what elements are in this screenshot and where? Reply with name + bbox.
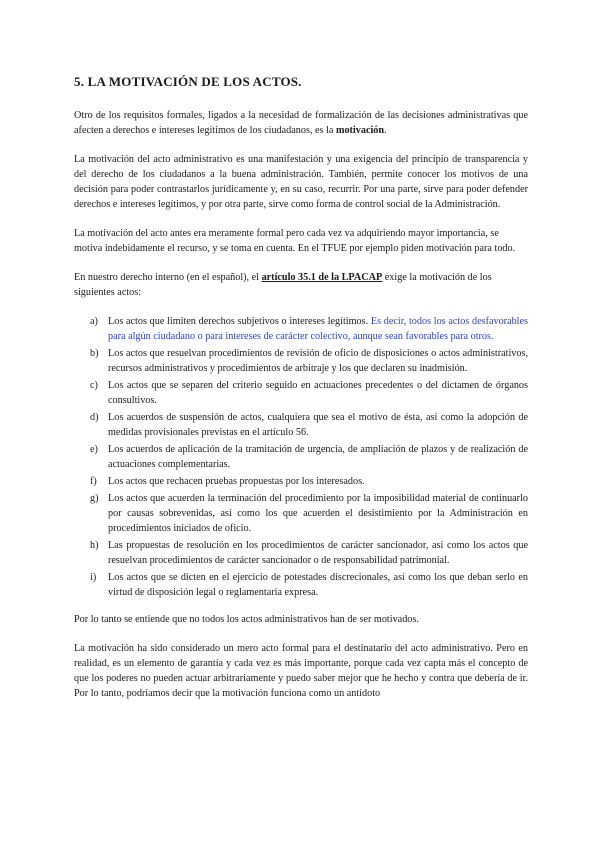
paragraph-guarantee: La motivación ha sido considerado un mero acto formal para el destinatario del acto administrativo. Pero en realidad, es un elemento de garantía y cada vez es más importante, porque cada vez capta más el concepto de que los poderes no pueden actuar arbitrariamente y puedo saber mejor que he hecho y contra que debería de ir. Por lo tanto, podríamos decir que la motivación funciona como un antídoto [74,643,528,699]
list-marker: e) [90,444,98,455]
list-item-highlight: Es decir, todos los actos desfavorables para algún ciudadano o para intereses de carácter colectivo, aunque sean favorables para otros. [108,316,528,342]
law-post: exige la motivación de los siguientes actos: [74,272,492,298]
list-item-text: Los actos que se separen del criterio seguido en actuaciones precedentes o del dictamen de órganos consultivos. [108,380,528,406]
paragraph-definition: La motivación del acto administrativo es una manifestación y una exigencia del principio de transparencia y del derecho de los ciudadanos a la buena administración. También, permite conocer los motivos de una decisión para poder contrastarlos jurídicamente y, en su caso, recurrir. Por una parte, sirve para poder defender derechos e intereses legítimos, y por otra parte, sirve como forma de control social de la Administración. [74,154,528,210]
list-item-text: Los actos que limiten derechos subjetivos o intereses legítimos. [108,316,371,327]
paragraph-law-reference [74,270,528,300]
list-marker: c) [90,380,98,391]
list-marker: g) [90,493,99,504]
list-item [74,474,528,489]
intro-end: . [384,125,387,136]
list-item [74,314,528,344]
list-item-text: Los actos que resuelvan procedimientos de revisión de oficio de disposiciones o actos administrativos, recursos administrativos y procedimientos de arbitraje y los que declaren su inadmisión. [108,348,528,374]
law-pre: En nuestro derecho interno (en el español), el [74,272,262,283]
list-item [74,346,528,376]
list-marker: b) [90,348,99,359]
list-item-text: Los acuerdos de aplicación de la tramitación de urgencia, de ampliación de plazos y de realización de actuaciones complementarias. [108,444,528,470]
section-heading: 5. LA MOTIVACIÓN DE LOS ACTOS. [74,74,302,89]
list-marker: i) [90,572,97,583]
list-marker: f) [90,476,97,487]
list-item-text: Los actos que acuerden la terminación del procedimiento por la imposibilidad material de continuarlo por causas sobrevenidas, así como los que acuerden el desistimiento por la Administración en procedimientos iniciados de oficio. [108,493,528,534]
paragraph-intro [74,108,528,138]
list-item-text: Los actos que rechacen pruebas propuestas por los interesados. [108,476,365,487]
law-article: artículo 35.1 de la LPACAP [261,272,383,283]
list-item [74,378,528,408]
intro-text: Otro de los requisitos formales, ligados a la necesidad de formalización de las decisiones administrativas que afecten a derechos e intereses legítimos de los ciudadanos, es la [74,110,528,136]
list-item [74,538,528,568]
paragraph-evolution: La motivación del acto antes era meramente formal pero cada vez va adquiriendo mayor importancia, se motiva indebidamente el recurso, y se toma en cuenta. En el TFUE por ejemplo piden motivación para todo. [74,228,516,254]
list-item-text: Los actos que se dicten en el ejercicio de potestades discrecionales, así como los que deban serlo en virtud de disposición legal o reglamentaria expresa. [108,572,528,598]
list-marker: h) [90,540,99,551]
list-item-text: Los acuerdos de suspensión de actos, cualquiera que sea el motivo de ésta, así como la adopción de medidas provisionales previstas en el artículo 56. [108,412,528,438]
intro-bold-term: motivación [335,125,385,136]
paragraph-conclusion: Por lo tanto se entiende que no todos los actos administrativos han de ser motivados. [74,614,419,625]
list-item [74,410,528,440]
document-page [74,74,528,715]
list-item-text: Las propuestas de resolución en los procedimientos de carácter sancionador, así como los actos que resuelvan procedimientos de carácter sancionador o de responsabilidad patrimonial. [108,540,528,566]
list-item [74,442,528,472]
acts-list [74,314,528,600]
list-item [74,570,528,600]
list-item [74,491,528,536]
list-marker: d) [90,412,99,423]
list-marker: a) [90,316,98,327]
